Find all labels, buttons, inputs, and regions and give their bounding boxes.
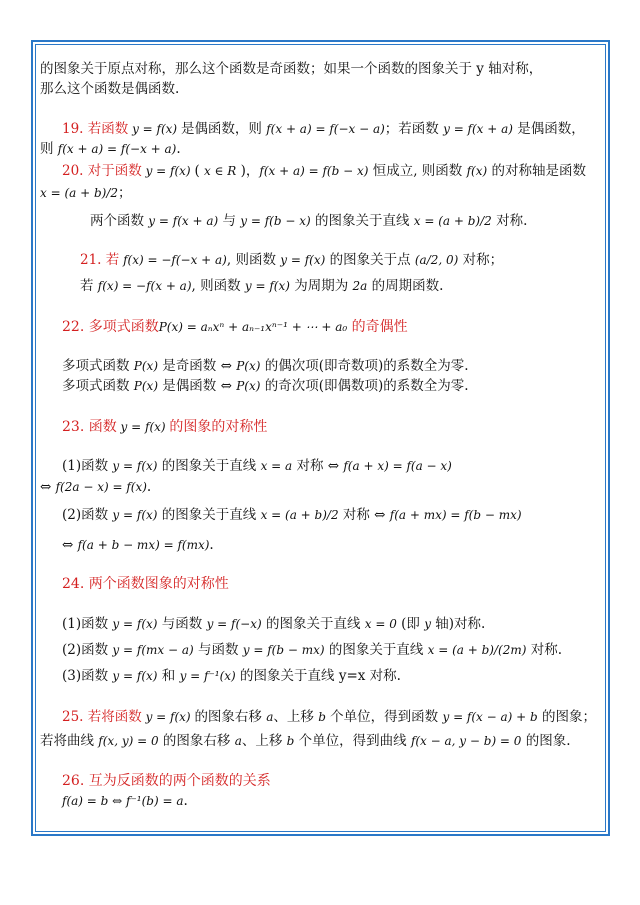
body-text: . xyxy=(209,537,214,553)
text-line xyxy=(40,80,179,98)
math-expression: x = (a + b)/(2m) xyxy=(427,643,527,657)
math-expression: f(a + x) = f(a − x) xyxy=(343,459,452,473)
math-expression: f(a + b − mx) = f(mx) xyxy=(77,538,210,552)
math-expression: f(x) = −f(−x + a) xyxy=(119,253,227,267)
body-text: 两个函数 xyxy=(90,213,149,229)
math-expression: x = (a + b)/2 xyxy=(260,508,339,522)
body-text: 的图象关于直线 y=x 对称. xyxy=(235,668,401,684)
body-text: 若 xyxy=(80,278,98,294)
text-line xyxy=(62,318,408,336)
math-expression: x = a xyxy=(260,459,293,473)
highlight-text: 26. 互为反函数的两个函数的关系 xyxy=(62,773,271,789)
body-text: 的图象关于直线 xyxy=(310,213,414,229)
math-expression: y = f(x) xyxy=(116,420,170,434)
body-text: 对称. xyxy=(526,642,563,658)
body-text: ；若函数 xyxy=(384,121,444,137)
body-text: 的图象关于直线 xyxy=(324,642,428,658)
math-expression: f(x + a) = f(−x + a) xyxy=(57,142,177,156)
math-expression: y = f(b − mx) xyxy=(242,643,325,657)
body-text: 的图象右移 xyxy=(194,709,267,725)
text-line xyxy=(40,184,132,202)
body-text: 的图象关于直线 xyxy=(157,458,261,474)
body-text: 对称 ⇔ xyxy=(292,458,344,474)
text-line xyxy=(62,641,562,659)
body-text: 对称. xyxy=(491,213,528,229)
math-expression: 2a xyxy=(352,279,368,293)
math-expression: y = f(x) xyxy=(112,617,158,631)
math-expression: P(x) xyxy=(236,359,261,373)
math-expression: a xyxy=(266,710,274,724)
body-text: 的偶次项(即奇数项)的系数全为零. xyxy=(260,358,469,374)
body-text: (1)函数 xyxy=(62,616,113,632)
text-line xyxy=(40,478,151,496)
body-text: 与函数 xyxy=(157,616,207,632)
math-expression: y = f(x) xyxy=(112,669,158,683)
body-text: 的图象右移 xyxy=(158,733,235,749)
body-text: 的图象关于点 xyxy=(325,252,415,268)
body-text: . xyxy=(176,141,181,157)
math-expression: f(x) xyxy=(466,164,488,178)
highlight-text: 20. 对于函数 xyxy=(62,163,142,179)
math-expression: y = f(x + a) xyxy=(443,122,513,136)
highlight-text: 25. 若将函数 xyxy=(62,709,142,725)
math-expression: f(x + a) = f(−x − a) xyxy=(266,122,385,136)
highlight-text: 23. 函数 xyxy=(62,419,117,435)
math-expression: y = f(x − a) + b xyxy=(442,710,538,724)
body-text: 与 xyxy=(218,213,241,229)
body-text: (1)函数 xyxy=(62,458,113,474)
highlight-text: 22. 多项式函数 xyxy=(62,319,159,335)
math-expression: y = f⁻¹(x) xyxy=(179,669,236,683)
text-line xyxy=(40,732,571,750)
math-expression: a xyxy=(234,734,242,748)
math-expression: f(x) = −f(x + a) xyxy=(97,279,192,293)
body-text: 、上移 xyxy=(241,733,287,749)
math-expression: f(a) = b ⇔ f⁻¹(b) = a xyxy=(62,794,184,808)
body-text: (3)函数 xyxy=(62,668,113,684)
body-text: 轴)对称. xyxy=(430,616,486,632)
math-expression: x = (a + b)/2 xyxy=(413,214,492,228)
math-expression: y = f(x) xyxy=(128,122,181,136)
math-expression: x ∈ R xyxy=(204,164,237,178)
math-expression: y = f(−x) xyxy=(206,617,262,631)
highlight-text: 24. 两个函数图象的对称性 xyxy=(62,576,229,592)
body-text: 则 xyxy=(40,141,58,157)
math-expression: y = f(x + a) xyxy=(148,214,219,228)
text-line xyxy=(62,457,452,475)
math-expression: y = f(mx − a) xyxy=(112,643,194,657)
math-expression: y = f(x) xyxy=(112,508,158,522)
text-line xyxy=(90,212,527,230)
body-text: 的图象； xyxy=(537,709,597,725)
math-expression: f(2a − x) = f(x) xyxy=(55,480,147,494)
highlight-text: 21. 若 xyxy=(80,252,120,268)
body-text: 对称； xyxy=(458,252,504,268)
body-text: ⇔ xyxy=(62,537,78,553)
math-expression: y xyxy=(424,617,431,631)
math-expression: x = (a + b)/2 xyxy=(40,186,119,200)
math-expression: y = f(b − x) xyxy=(240,214,311,228)
text-line xyxy=(80,277,443,295)
body-text: (即 xyxy=(396,616,425,632)
body-text: (2)函数 xyxy=(62,507,113,523)
math-expression: b xyxy=(318,710,326,724)
body-text: 是偶函数， xyxy=(512,121,585,137)
body-text: 多项式函数 xyxy=(62,378,134,394)
math-expression: y = f(x) xyxy=(141,710,195,724)
body-text: 的周期函数. xyxy=(367,278,444,294)
body-text: 对称 ⇔ xyxy=(338,507,390,523)
body-text: 若将曲线 xyxy=(40,733,99,749)
body-text: 为周期为 xyxy=(289,278,353,294)
math-expression: (a/2, 0) xyxy=(414,253,459,267)
body-text: )， xyxy=(236,163,260,179)
body-text: 的对称轴是函数 xyxy=(487,163,586,179)
body-text: 多项式函数 xyxy=(62,358,134,374)
body-text: 个单位，得到曲线 xyxy=(294,733,411,749)
body-text: 恒成立, 则函数 xyxy=(368,163,467,179)
text-line xyxy=(62,615,485,633)
math-expression: y = f(x) xyxy=(244,279,290,293)
math-expression: y = f(x) xyxy=(112,459,158,473)
body-text: 是偶函数 ⇔ xyxy=(158,378,237,394)
text-line xyxy=(62,536,214,554)
math-expression: y = f(x) xyxy=(141,164,195,178)
body-text: , 则函数 xyxy=(226,252,281,268)
highlight-text: 的奇偶性 xyxy=(347,319,408,335)
math-expression: b xyxy=(286,734,295,748)
highlight-text: 的图象的对称性 xyxy=(169,419,268,435)
body-text: 、上移 xyxy=(273,709,319,725)
text-line xyxy=(62,506,522,524)
math-expression: f(a + mx) = f(b − mx) xyxy=(389,508,522,522)
math-expression: P(x) xyxy=(236,379,261,393)
body-text: 的图象. xyxy=(521,733,571,749)
body-text: 是偶函数，则 xyxy=(180,121,267,137)
text-line xyxy=(40,140,181,158)
text-line xyxy=(62,772,271,790)
body-text: . xyxy=(146,479,152,495)
body-text: 那么这个函数是偶函数. xyxy=(40,81,180,97)
math-expression: P(x) = aₙxⁿ + aₙ₋₁xⁿ⁻¹ + ⋯ + a₀ xyxy=(158,320,348,334)
text-line xyxy=(40,60,542,78)
math-expression: f(x − a, y − b) = 0 xyxy=(410,734,522,748)
body-text: 的奇次项(即偶数项)的系数全为零. xyxy=(260,378,469,394)
text-line xyxy=(80,251,503,269)
body-text: ； xyxy=(118,185,132,201)
body-text: 的图象关于直线 xyxy=(157,507,261,523)
math-expression: P(x) xyxy=(133,379,159,393)
text-line xyxy=(62,792,188,810)
body-text: 与函数 xyxy=(193,642,243,658)
body-text: 的图象关于原点对称，那么这个函数是奇函数；如果一个函数的图象关于 y 轴对称， xyxy=(40,61,543,77)
text-line xyxy=(62,377,469,395)
text-line xyxy=(62,575,229,593)
math-expression: f(x, y) = 0 xyxy=(98,734,159,748)
body-text: 个单位，得到函数 xyxy=(325,709,443,725)
text-line xyxy=(62,162,586,180)
body-text: 的图象关于直线 xyxy=(261,616,365,632)
math-expression: y = f(x) xyxy=(280,253,326,267)
body-text: 是奇函数 ⇔ xyxy=(158,358,237,374)
highlight-text: 19. 若函数 xyxy=(62,121,129,137)
text-line xyxy=(62,418,267,436)
text-line xyxy=(62,120,585,138)
body-text: ( xyxy=(194,163,204,179)
math-expression: P(x) xyxy=(133,359,159,373)
body-text: (2)函数 xyxy=(62,642,113,658)
body-text: , 则函数 xyxy=(191,278,245,294)
text-line xyxy=(62,357,469,375)
body-text: ⇔ xyxy=(40,479,56,495)
text-line xyxy=(62,667,401,685)
body-text: 和 xyxy=(157,668,180,684)
body-text: . xyxy=(183,793,188,809)
math-expression: x = 0 xyxy=(364,617,397,631)
text-line xyxy=(62,708,596,726)
math-expression: f(x + a) = f(b − x) xyxy=(259,164,369,178)
